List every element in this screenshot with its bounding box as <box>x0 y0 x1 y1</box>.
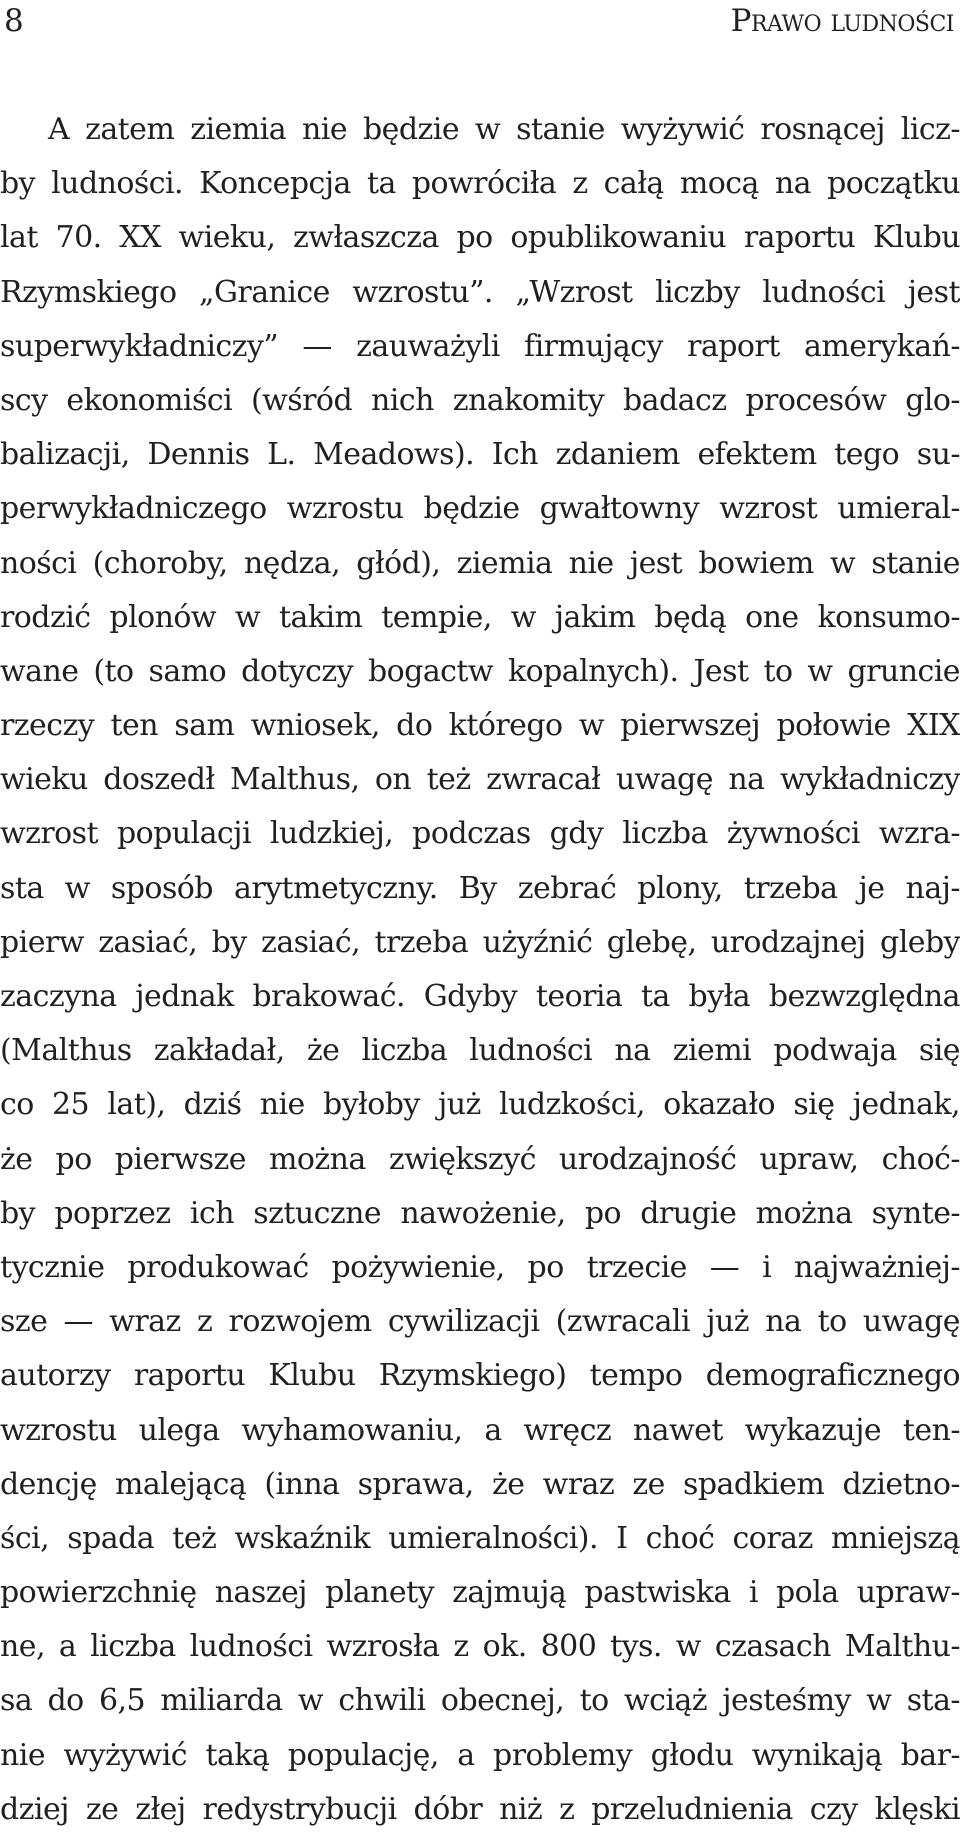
text-line: perwykładniczego wzrostu będzie gwałtowny wzrost umieral- <box>0 491 960 527</box>
text-line: sta w sposób arytmetyczny. By zebrać plony, trzeba je naj- <box>0 870 960 906</box>
text-line: lat 70. XX wieku, zwłaszcza po opublikowaniu raportu Klubu <box>0 220 960 256</box>
text-line: nie wyżywić taką populację, a problemy głodu wynikają bar- <box>0 1737 960 1773</box>
text-line: co 25 lat), dziś nie byłoby już ludzkości, okazało się jednak, <box>0 1087 960 1123</box>
text-line: powierzchnię naszej planety zajmują pastwiska i pola upraw- <box>0 1575 960 1611</box>
text-line: wzrost populacji ludzkiej, podczas gdy liczba żywności wzra- <box>0 816 960 852</box>
text-line: że po pierwsze można zwiększyć urodzajność upraw, choć- <box>0 1141 960 1177</box>
text-line: by ludności. Koncepcja ta powróciła z całą mocą na początku <box>0 166 960 202</box>
running-title: Prawo ludności <box>730 3 954 39</box>
text-line: rzeczy ten sam wniosek, do którego w pierwszej połowie XIX <box>0 708 960 744</box>
text-line: balizacji, Dennis L. Meadows). Ich zdaniem efektem tego su- <box>0 437 960 473</box>
text-line: A zatem ziemia nie będzie w stanie wyżywić rosnącej licz- <box>48 112 960 147</box>
text-line: autorzy raportu Klubu Rzymskiego) tempo demograficznego <box>0 1358 960 1394</box>
text-line: ści, spada też wskaźnik umieralności). I choć coraz mniejszą <box>0 1520 960 1556</box>
text-line: dencję malejącą (inna sprawa, że wraz ze spadkiem dzietno- <box>0 1466 960 1502</box>
text-line: zaczyna jednak brakować. Gdyby teoria ta była bezwzględna <box>0 979 960 1014</box>
text-line: sa do 6,5 miliarda w chwili obecnej, to wciąż jesteśmy w sta- <box>0 1683 960 1719</box>
text-line: ne, a liczba ludności wzrosła z ok. 800 tys. w czasach Malthu- <box>0 1629 960 1665</box>
page-header <box>0 0 960 60</box>
text-line: superwykładniczy” — zauważyli firmujący raport amerykań- <box>0 328 960 364</box>
text-line: wzrostu ulega wyhamowaniu, a wręcz nawet wykazuje ten- <box>0 1412 960 1448</box>
text-line: wane (to samo dotyczy bogactw kopalnych). Jest to w gruncie <box>0 653 960 689</box>
text-line: rodzić plonów w takim tempie, w jakim będą one konsumo- <box>0 599 960 635</box>
text-line: scy ekonomiści (wśród nich znakomity badacz procesów glo- <box>0 382 960 418</box>
page-number: 8 <box>4 3 24 39</box>
text-line: by poprzez ich sztuczne nawożenie, po drugie można synte- <box>0 1195 960 1231</box>
text-line: wieku doszedł Malthus, on też zwracał uwagę na wykładniczy <box>0 762 960 798</box>
text-line: sze — wraz z rozwojem cywilizacji (zwracali już na to uwagę <box>0 1304 960 1340</box>
text-line: dziej ze złej redystrybucji dóbr niż z przeludnienia czy klęski <box>0 1791 960 1827</box>
text-line: ności (choroby, nędza, głód), ziemia nie jest bowiem w stanie <box>0 545 960 581</box>
text-line: (Malthus zakładał, że liczba ludności na ziemi podwaja się <box>0 1033 960 1069</box>
text-line: Rzymskiego „Granice wzrostu”. „Wzrost liczby ludności jest <box>0 274 960 310</box>
body-text <box>0 103 960 1837</box>
text-line: pierw zasiać, by zasiać, trzeba użyźnić glebę, urodzajnej gleby <box>0 924 960 960</box>
text-line: tycznie produkować pożywienie, po trzecie — i najważniej- <box>0 1249 960 1285</box>
